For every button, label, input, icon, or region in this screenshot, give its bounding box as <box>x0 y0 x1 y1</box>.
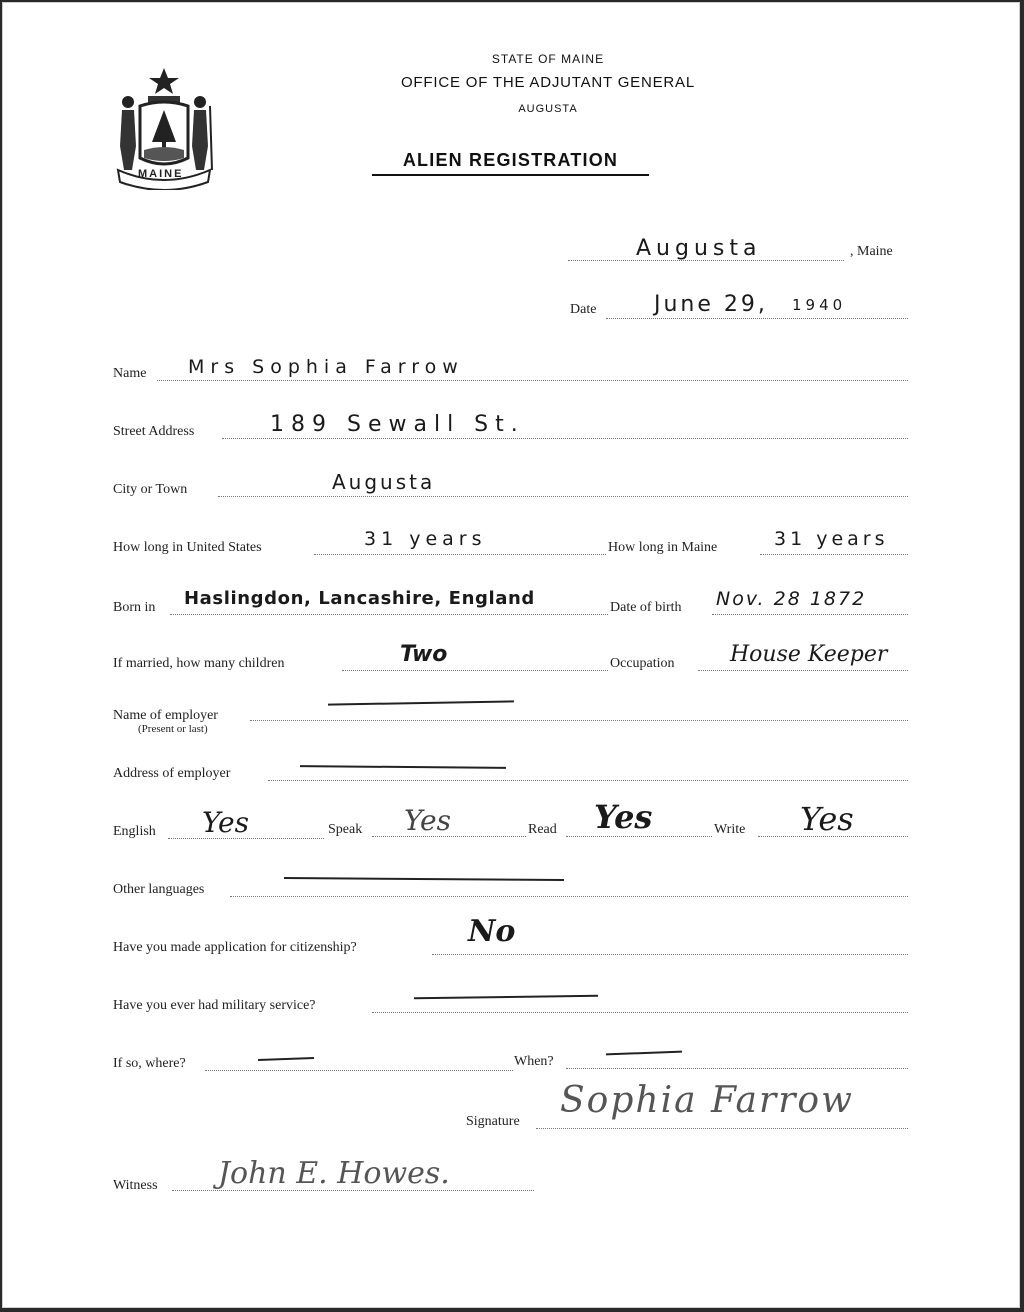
citizenship-line <box>432 954 908 955</box>
form-title: ALIEN REGISTRATION <box>372 150 649 176</box>
speak-label: Speak <box>328 822 363 837</box>
witness-value: John E. Howes. <box>218 1156 450 1191</box>
employer-address-label: Address of employer <box>113 766 231 781</box>
header-state: STATE OF MAINE <box>491 52 605 66</box>
city-label: City or Town <box>113 482 188 497</box>
maine-label: , Maine <box>850 244 893 259</box>
read-value: Yes <box>594 798 653 836</box>
date-label: Date <box>570 302 597 317</box>
military-label: Have you ever had military service? <box>113 998 316 1013</box>
street-address-line <box>222 438 908 439</box>
how-long-us-label: How long in United States <box>113 540 262 555</box>
employer-name-line <box>250 720 908 721</box>
born-in-label: Born in <box>113 600 156 615</box>
english-label: English <box>113 824 156 839</box>
born-in-value: Haslingdon, Lancashire, England <box>184 588 535 609</box>
how-long-us-value: 31 years <box>364 528 487 550</box>
seal-banner-text: MAINE <box>138 168 184 180</box>
occupation-value: House Keeper <box>730 642 888 667</box>
city-value: Augusta <box>332 470 436 494</box>
other-languages-label: Other languages <box>113 882 205 897</box>
english-value: Yes <box>202 806 249 839</box>
occupation-line <box>698 670 908 671</box>
when-line <box>566 1068 908 1069</box>
date-of-birth-label: Date of birth <box>610 600 682 615</box>
read-line <box>566 836 712 837</box>
military-line <box>372 1012 908 1013</box>
citizenship-value: No <box>468 914 516 949</box>
name-line <box>157 380 908 381</box>
date-line <box>606 318 908 319</box>
if-so-where-line <box>205 1070 513 1071</box>
when-label: When? <box>514 1054 554 1069</box>
if-so-where-label: If so, where? <box>113 1056 186 1071</box>
date-year-value: 1940 <box>792 296 847 314</box>
date-value: June 29, <box>654 292 768 317</box>
children-line <box>342 670 608 671</box>
place-value: Augusta <box>636 236 762 261</box>
employer-name-label: Name of employer <box>113 708 218 723</box>
city-line <box>218 496 908 497</box>
street-address-value: 189 Sewall St. <box>270 412 525 437</box>
name-value: Mrs Sophia Farrow <box>188 356 464 378</box>
witness-label: Witness <box>113 1178 158 1193</box>
read-label: Read <box>528 822 557 837</box>
employer-note: (Present or last) <box>138 723 208 735</box>
how-long-maine-line <box>760 554 908 555</box>
write-label: Write <box>714 822 746 837</box>
date-of-birth-value: Nov. 28 1872 <box>716 588 867 610</box>
signature-line <box>536 1128 908 1129</box>
header-office: OFFICE OF THE ADJUTANT GENERAL <box>400 74 696 91</box>
signature-value: Sophia Farrow <box>560 1080 854 1121</box>
write-value: Yes <box>800 800 854 838</box>
name-label: Name <box>113 366 147 381</box>
born-in-line <box>170 614 608 615</box>
citizenship-label: Have you made application for citizenship? <box>113 940 357 955</box>
street-address-label: Street Address <box>113 424 195 439</box>
how-long-maine-label: How long in Maine <box>608 540 718 555</box>
how-long-maine-value: 31 years <box>774 528 889 550</box>
header-city: AUGUSTA <box>518 103 578 115</box>
other-languages-line <box>230 896 908 897</box>
children-label: If married, how many children <box>113 656 285 671</box>
date-of-birth-line <box>712 614 908 615</box>
signature-label: Signature <box>466 1114 520 1129</box>
employer-address-line <box>268 780 908 781</box>
how-long-us-line <box>314 554 606 555</box>
speak-value: Yes <box>404 804 451 837</box>
children-value: Two <box>400 642 448 667</box>
occupation-label: Occupation <box>610 656 675 671</box>
